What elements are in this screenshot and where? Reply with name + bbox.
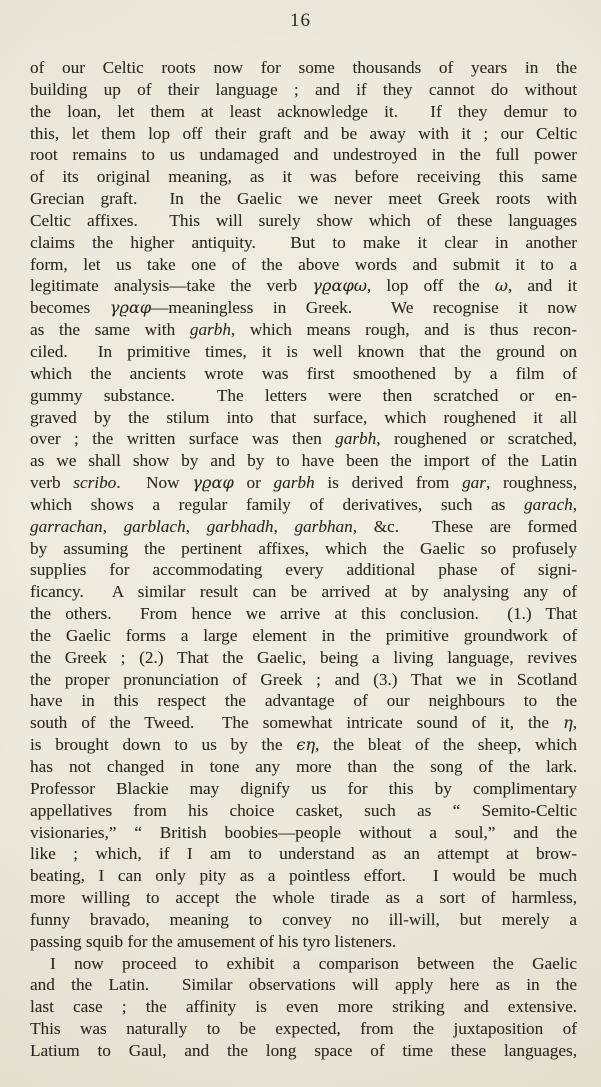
text-segment: this, let them lop off their graft and be away with it ; our Celtic (30, 123, 577, 143)
text-segment: south of the Tweed. The somewhat intricate sound of it, the (30, 713, 563, 733)
text-segment: garblach (123, 516, 186, 536)
text-segment: root remains to us undamaged and undestroyed in the full power (30, 145, 577, 165)
text-line (30, 341, 577, 363)
text-segment: , (572, 713, 577, 733)
text-line (30, 232, 577, 254)
text-line (30, 974, 577, 996)
text-segment: garbhan (294, 516, 353, 536)
text-line (30, 538, 577, 560)
text-segment: Grecian graft. In the Gaelic we never meet Greek roots with (30, 189, 577, 209)
text-segment: like ; which, if I am to understand as an attempt at brow- (30, 844, 577, 864)
text-line (30, 319, 577, 341)
text-segment: more willing to accept the whole tirade as a sort of harmless, (30, 888, 577, 908)
text-segment: by assuming the pertinent affixes, which the Gaelic so profusely (30, 538, 577, 558)
text-segment: γϱαφω (312, 276, 367, 296)
text-line (30, 931, 577, 953)
text-segment: , roughened or scratched, (376, 429, 577, 449)
text-segment: gummy substance. The letters were then scratched or en- (30, 385, 577, 405)
text-line (30, 516, 577, 538)
text-segment: , &c. These are formed (352, 516, 578, 536)
text-segment: , and it (507, 276, 577, 296)
text-segment: the Greek ; (2.) That the Gaelic, being a living language, revives (30, 647, 577, 667)
text-segment: have in this respect the advantage of our neighbours to the (30, 691, 577, 711)
text-segment: or (233, 473, 274, 493)
text-segment: which the ancients wrote was first smoothened by a film of (30, 363, 577, 383)
text-segment: which shows a regular family of derivatives, such as (30, 494, 524, 514)
text-line (30, 1018, 577, 1040)
page-number: 16 (290, 10, 311, 31)
text-segment: garbh (273, 473, 315, 493)
text-segment: of its original meaning, as it was before receiving this same (30, 167, 577, 187)
text-segment: legitimate analysis—take the verb (30, 276, 313, 296)
text-line (30, 188, 577, 210)
text-segment: of our Celtic roots now for some thousands of years in the (30, 58, 577, 77)
text-segment: γϱαφ (109, 298, 152, 318)
page-text-block (30, 57, 577, 1062)
text-line (30, 428, 577, 450)
text-segment: , the bleat of the sheep, which (315, 735, 577, 755)
text-segment: as the same with (30, 320, 190, 340)
text-line (30, 363, 577, 385)
text-line (30, 144, 577, 166)
text-line (30, 669, 577, 691)
text-line (30, 843, 577, 865)
text-line (30, 625, 577, 647)
text-line (30, 712, 577, 734)
text-segment: claims the higher antiquity. But to make it clear in another (30, 232, 577, 252)
text-line (30, 210, 577, 232)
text-segment: the proper pronunciation of Greek ; and (3.) That we in Scotland (30, 669, 577, 689)
text-segment: garrachan (30, 516, 103, 536)
text-segment: last case ; the affinity is even more striking and extensive. (30, 997, 577, 1017)
text-segment: ciled. In primitive times, it is well known that the ground on (30, 341, 577, 361)
text-segment: ficancy. A similar result can be arrived at by analysing any of (30, 582, 577, 602)
text-segment: supplies for accommodating every additional phase of signi- (30, 560, 577, 580)
text-segment: over ; the written surface was then (30, 429, 336, 449)
text-line (30, 385, 577, 407)
text-segment: garbh (189, 320, 231, 340)
text-line (30, 57, 577, 79)
text-segment: visionaries,” “ British boobies—people without a soul,” and the (30, 822, 577, 842)
text-segment: This was naturally to be expected, from the juxtaposition of (30, 1019, 577, 1039)
text-segment: , (273, 516, 295, 536)
text-segment: Professor Blackie may dignify us for this by complimentary (30, 778, 577, 798)
text-line (30, 603, 577, 625)
text-segment: gar (462, 473, 486, 493)
text-line (30, 559, 577, 581)
text-segment: as we shall show by and by to have been the import of the Latin (30, 451, 577, 471)
text-segment: γϱαφ (192, 473, 234, 493)
text-segment: appellatives from his choice casket, such as “ Semito-Celtic (30, 800, 577, 820)
text-segment: Celtic affixes. This will surely show which of these languages (30, 210, 577, 230)
text-line (30, 909, 577, 931)
text-segment: garach (524, 494, 573, 514)
text-line (30, 123, 577, 145)
text-segment: . Now (116, 473, 193, 493)
text-segment: , roughness, (485, 473, 577, 493)
text-segment: the others. From hence we arrive at this conclusion. (1.) That (30, 604, 577, 624)
text-segment: building up of their language ; and if they cannot do without (30, 79, 577, 99)
text-segment: verb (30, 473, 74, 493)
text-line (30, 494, 577, 516)
text-line (30, 953, 577, 975)
text-segment: and the Latin. Similar observations will apply here as in the (30, 975, 577, 995)
text-segment: , (102, 516, 124, 536)
text-segment: is derived from (314, 473, 463, 493)
text-line (30, 101, 577, 123)
text-segment: passing squib for the amusement of his tyro listeners. (30, 931, 397, 951)
text-segment: form, let us take one of the above words and submit it to a (30, 254, 577, 274)
text-line (30, 756, 577, 778)
text-segment: garbh (335, 429, 377, 449)
text-line (30, 865, 577, 887)
text-line (30, 800, 577, 822)
text-segment: is brought down to us by the (30, 735, 297, 755)
text-segment: scribo (73, 473, 117, 493)
text-segment: —meaningless in Greek. We recognise it now (151, 298, 577, 318)
text-line (30, 887, 577, 909)
text-line (30, 297, 577, 319)
text-line (30, 166, 577, 188)
text-segment: ϵη (296, 735, 316, 755)
text-segment: garbhadh (206, 516, 274, 536)
text-segment: funny bravado, meaning to convey no ill-will, but merely a (30, 909, 577, 929)
text-line (30, 472, 577, 494)
text-line (30, 690, 577, 712)
text-segment: , (572, 494, 577, 514)
text-segment: beating, I can only pity as a pointless effort. I would be much (30, 866, 577, 886)
text-line (30, 996, 577, 1018)
text-segment: ω (494, 276, 508, 296)
text-segment: the loan, let them at least acknowledge it. If they demur to (30, 101, 577, 121)
text-segment: , (185, 516, 207, 536)
text-segment: graved by the stilum into that surface, which roughened it all (30, 407, 577, 427)
text-line (30, 822, 577, 844)
text-segment: η (563, 713, 573, 733)
text-line (30, 450, 577, 472)
text-line (30, 79, 577, 101)
text-segment: the Gaelic forms a large element in the primitive groundwork of (30, 625, 577, 645)
text-segment: , which means rough, and is thus recon- (230, 320, 577, 340)
text-segment: Latium to Gaul, and the long space of time these languages, (30, 1040, 577, 1060)
text-segment: has not changed in tone any more than the song of the lark. (30, 757, 577, 776)
text-line (30, 254, 577, 276)
text-line (30, 581, 577, 603)
text-segment: I now proceed to exhibit a comparison between the Gaelic (50, 953, 577, 973)
text-line (30, 407, 577, 429)
text-line (30, 1040, 577, 1062)
text-line (30, 734, 577, 756)
text-line (30, 275, 577, 297)
text-segment: becomes (30, 298, 110, 318)
text-segment: , lop off the (366, 276, 495, 296)
text-line (30, 647, 577, 669)
text-line (30, 778, 577, 800)
